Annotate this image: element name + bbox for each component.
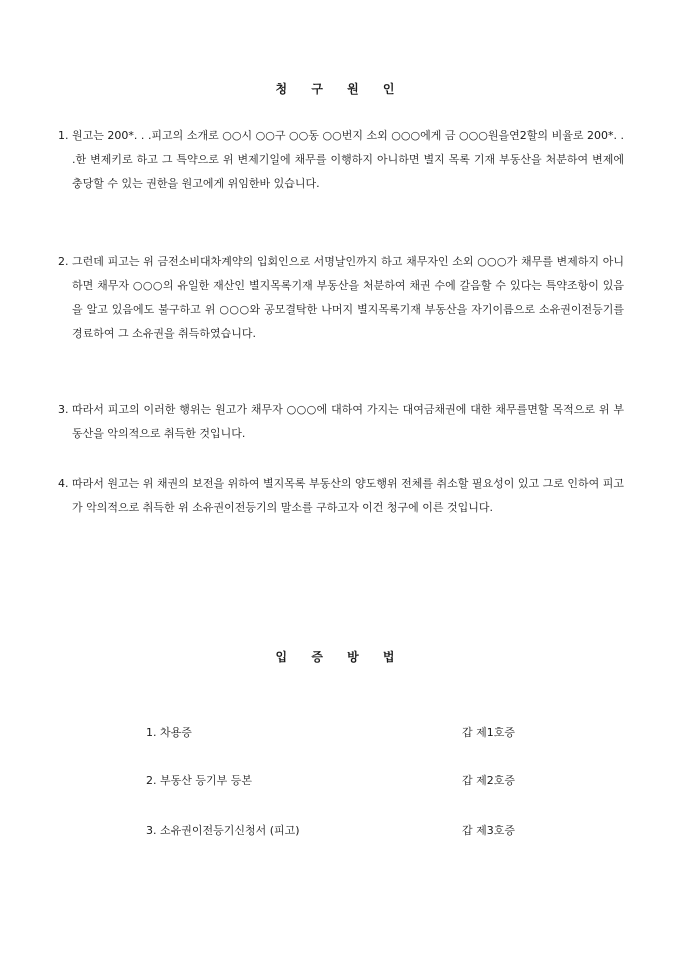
paragraph-text: 따라서 원고는 위 채권의 보전을 위하여 별지목록 부동산의 양도행위 전체를 취소할 필요성이 있고 그로 인하여 피고가 악의적으로 취득한 위 소유권이전등기의 말소를 구하고자 이건 청구에 이른 것입니다. <box>72 477 624 514</box>
evidence-code: 갑 제2호증 <box>462 774 515 787</box>
paragraph-3 <box>58 398 624 446</box>
paragraph-4 <box>58 472 624 520</box>
evidence-code: 갑 제3호증 <box>462 824 515 837</box>
evidence-label: 1. 차용증 <box>146 726 192 739</box>
paragraph-text: 그런데 피고는 위 금전소비대차계약의 입회인으로 서명날인까지 하고 채무자인 소외 ○○○가 채무를 변제하지 아니하면 채무자 ○○○의 유일한 재산인 별지목록기재 부동산을 처분하여 채권 수에 갈음할 수 있다는 특약조항이 있음을 알고 있음에도 불구하고 위 ○○○와 공모결탁한 나머지 별지목록기재 부동산을 자기이름으로 소유권이전등기를 경료하여 그 소유권을 취득하였습니다. <box>72 255 624 340</box>
paragraph-1 <box>58 124 624 196</box>
paragraph-number: 4. <box>58 477 69 490</box>
evidence-title: 입 증 방 법 <box>275 650 405 664</box>
evidence-label: 2. 부동산 등기부 등본 <box>146 774 252 787</box>
paragraph-text: 따라서 피고의 이러한 행위는 원고가 채무자 ○○○에 대하여 가지는 대여금채권에 대한 채무를면할 목적으로 위 부동산을 악의적으로 취득한 것입니다. <box>72 403 624 440</box>
evidence-label: 3. 소유권이전등기신청서 (피고) <box>146 824 300 837</box>
cause-title: 청 구 원 인 <box>275 82 405 96</box>
paragraph-text: 원고는 200*. . .피고의 소개로 ○○시 ○○구 ○○동 ○○번지 소외 ○○○에게 금 ○○○원을연2할의 비율로 200*. . .한 변제키로 하고 그 특약으로 위 변제기일에 채무를 이행하지 아니하면 별지 목록 기재 부동산을 처분하여 변제에 충당할 수 있는 권한을 원고에게 위임한바 있습니다. <box>72 129 624 190</box>
paragraph-number: 1. <box>58 129 69 142</box>
paragraph-number: 2. <box>58 255 69 268</box>
paragraph-number: 3. <box>58 403 69 416</box>
paragraph-2 <box>58 250 624 346</box>
evidence-code: 갑 제1호증 <box>462 726 515 739</box>
